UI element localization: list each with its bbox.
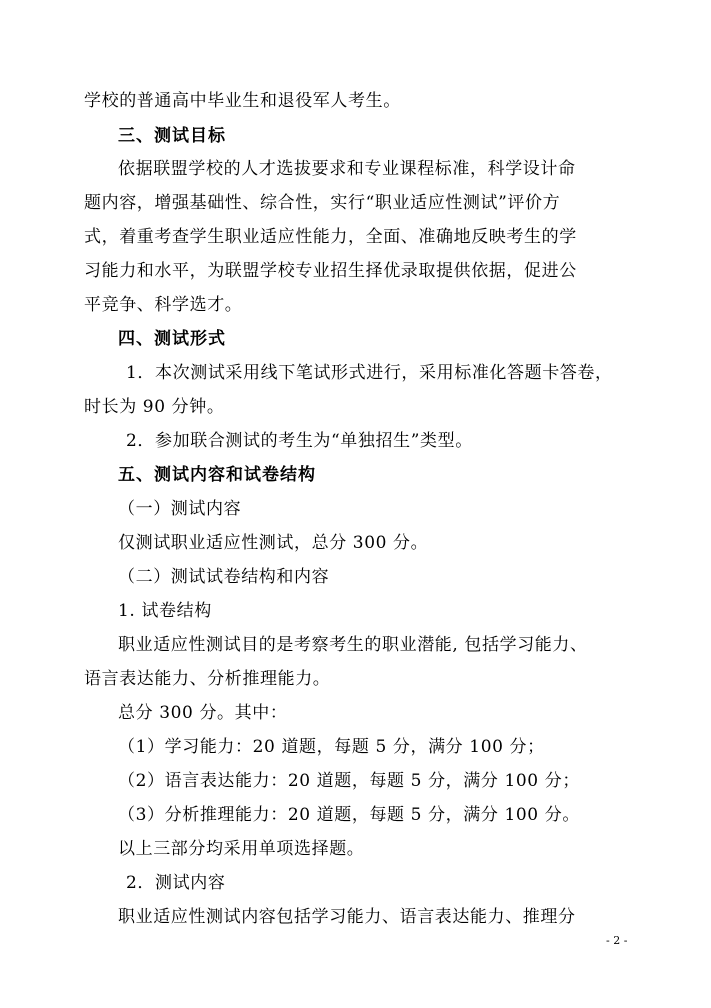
text-line-1: 学校的普通高中毕业生和退役军人考生。: [84, 91, 401, 111]
score-item-1: （1）学习能力：20 道题，每题 5 分，满分 100 分；: [118, 737, 545, 757]
text-line-24: 2．测试内容: [126, 873, 226, 893]
subsection-heading-2: （二）测试试卷结构和内容: [118, 567, 330, 587]
text-line-5: 式，着重考查学生职业适应性能力，全面、准确地反映考生的学: [84, 227, 577, 247]
text-line-17: 职业适应性测试目的是考察考生的职业潜能, 包括学习能力、: [118, 635, 588, 655]
text-line-19: 总分 300 分。其中：: [118, 703, 288, 723]
text-line-18: 语言表达能力、分析推理能力。: [84, 669, 331, 689]
section-heading-4: 四、测试形式: [118, 329, 226, 349]
page-number: - 2 -: [606, 934, 628, 947]
score-item-3: （3）分析推理能力：20 道题，每题 5 分，满分 100 分。: [118, 805, 580, 825]
text-line-7: 平竞争、科学选才。: [84, 295, 243, 315]
section-heading-5: 五、测试内容和试卷结构: [118, 465, 316, 485]
score-item-2: （2）语言表达能力：20 道题，每题 5 分，满分 100 分；: [118, 771, 580, 791]
text-line-4: 题内容，增强基础性、综合性，实行“职业适应性测试”评价方: [84, 193, 561, 213]
text-line-23: 以上三部分均采用单项选择题。: [118, 839, 365, 859]
text-line-3: 依据联盟学校的人才选拔要求和专业课程标准，科学设计命: [118, 159, 576, 179]
text-line-9: 1．本次测试采用线下笔试形式进行，采用标准化答题卡答卷，: [126, 363, 613, 383]
text-line-25: 职业适应性测试内容包括学习能力、语言表达能力、推理分: [118, 907, 576, 927]
text-line-10: 时长为 90 分钟。: [84, 397, 225, 417]
text-line-11: 2．参加联合测试的考生为“单独招生”类型。: [126, 431, 473, 451]
section-heading-3: 三、测试目标: [118, 126, 226, 146]
subsection-heading-1: （一）测试内容: [118, 499, 242, 519]
text-line-6: 习能力和水平，为联盟学校专业招生择优录取提供依据，促进公: [84, 261, 577, 281]
text-line-16: 1. 试卷结构: [118, 601, 212, 621]
text-line-14: 仅测试职业适应性测试，总分 300 分。: [118, 533, 429, 553]
